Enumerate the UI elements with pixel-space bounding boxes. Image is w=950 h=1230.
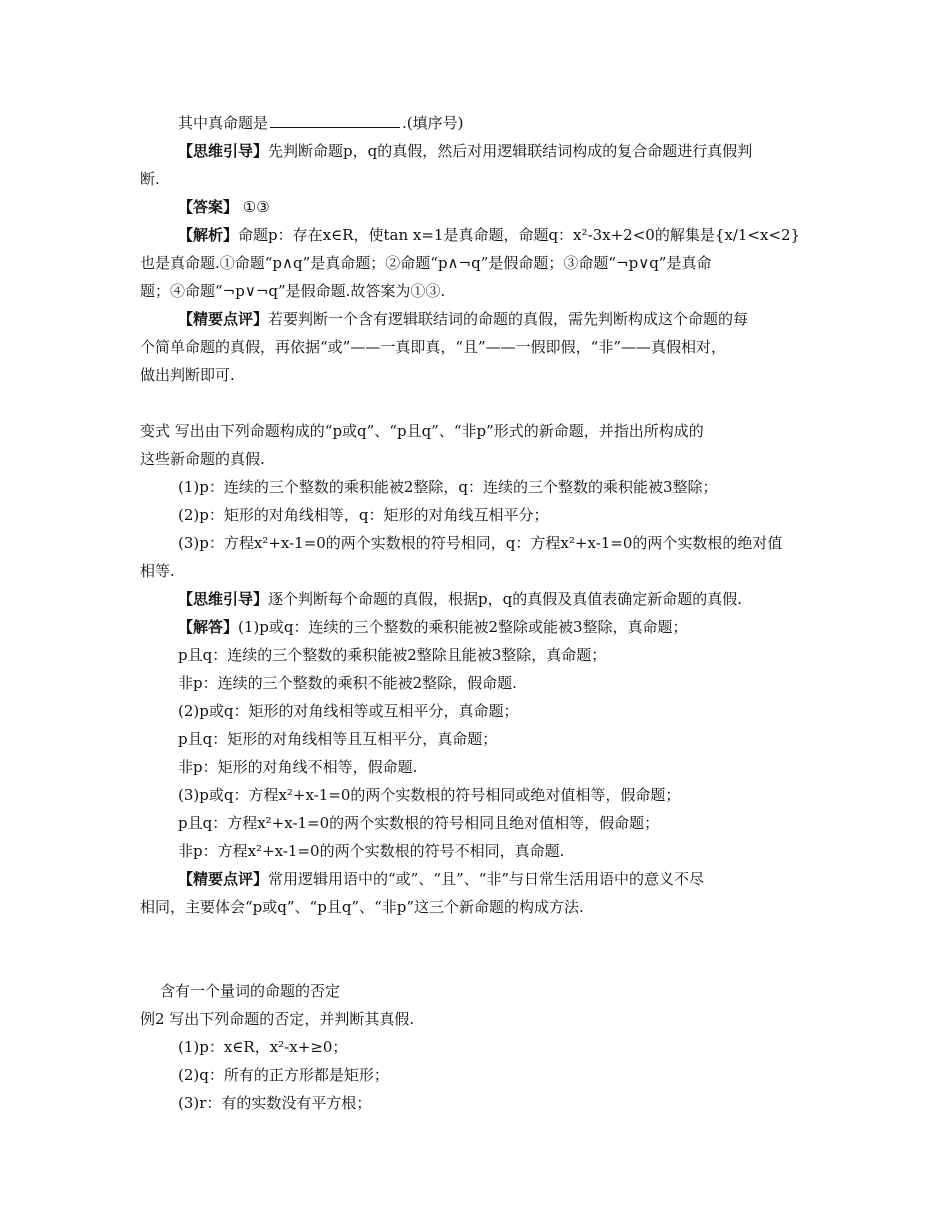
line-33: (3)r：有的实数没有平方根； <box>178 1094 372 1112</box>
line-27 <box>178 869 704 889</box>
section-tag: 【解答】 <box>178 618 239 636</box>
line-8 <box>178 309 748 329</box>
line-5 <box>178 225 800 245</box>
line-16: 相等. <box>140 562 175 580</box>
line-18 <box>178 617 688 637</box>
line-21: (2)p或q：矩形的对角线相等或互相平分，真命题； <box>178 702 519 720</box>
line-9: 个简单命题的真假，再依据“或”——一真即真，“且”——一假即假，“非”——真假相对， <box>140 338 727 356</box>
line-12: 这些新命题的真假. <box>140 450 265 468</box>
section-tag: 【答案】 <box>178 198 239 216</box>
line-11: 变式 写出由下列命题构成的“p或q”、“p且q”、“非p”形式的新命题，并指出所构成的 <box>140 422 704 440</box>
text: (1)p或q：连续的三个整数的乘积能被2整除或能被3整除，真命题； <box>238 618 688 636</box>
line-10: 做出判断即可. <box>140 366 235 384</box>
text: 若要判断一个含有逻辑联结词的命题的真假，需先判断构成这个命题的每 <box>268 310 749 328</box>
answer-blank <box>270 113 400 128</box>
text: ①③ <box>242 198 270 216</box>
line-25: p且q：方程x²+x-1=0的两个实数根的符号相同且绝对值相等，假命题； <box>178 814 660 832</box>
line-28: 相同，主要体会“p或q”、“p且q”、“非p”这三个新命题的构成方法. <box>140 898 584 916</box>
text: 逐个判断每个命题的真假，根据p，q的真假及真值表确定新命题的真假. <box>268 590 742 608</box>
line-15: (3)p：方程x²+x-1=0的两个实数根的符号相同，q：方程x²+x-1=0的两个实数根的绝对值 <box>178 534 783 552</box>
section-tag: 【思维引导】 <box>178 142 269 160</box>
line-13: (1)p：连续的三个整数的乘积能被2整除，q：连续的三个整数的乘积能被3整除； <box>178 478 718 496</box>
text: 命题p：存在x∈R，使tan x=1是真命题，命题q：x²-3x+2<0的解集是{x/1<x<2} <box>238 226 801 244</box>
line-20: 非p：连续的三个整数的乘积不能被2整除，假命题. <box>178 674 517 692</box>
line-23: 非p：矩形的对角线不相等，假命题. <box>178 758 418 776</box>
line-7: 题；④命题“¬p∨¬q”是假命题.故答案为①③. <box>140 282 446 300</box>
text: 先判断命题p，q的真假，然后对用逻辑联结词构成的复合命题进行真假判 <box>268 142 753 160</box>
text: .(填序号) <box>402 114 464 132</box>
line-17 <box>178 589 742 609</box>
text: 其中真命题是 <box>178 114 269 132</box>
line-30: 例2 写出下列命题的否定，并判断其真假. <box>140 1010 415 1028</box>
section-tag: 【精要点评】 <box>178 870 269 888</box>
line-24: (3)p或q：方程x²+x-1=0的两个实数根的符号相同或绝对值相等，假命题； <box>178 786 681 804</box>
line-2 <box>178 141 752 161</box>
line-4 <box>178 197 270 217</box>
line-26: 非p：方程x²+x-1=0的两个实数根的符号不相同，真命题. <box>178 842 565 860</box>
line-3: 断. <box>140 170 160 188</box>
line-22: p且q：矩形的对角线相等且互相平分，真命题； <box>178 730 498 748</box>
line-31: (1)p：x∈R，x²-x+≥0； <box>178 1038 348 1056</box>
heading: 含有一个量词的命题的否定 <box>160 982 341 1000</box>
line-1 <box>178 113 464 133</box>
section-tag: 【精要点评】 <box>178 310 269 328</box>
text: 常用逻辑用语中的“或”、“且”、“非”与日常生活用语中的意义不尽 <box>268 870 705 888</box>
line-6: 也是真命题.①命题“p∧q”是真命题；②命题“p∧¬q”是假命题；③命题“¬p∨q”是真命 <box>140 254 712 272</box>
line-14: (2)p：矩形的对角线相等，q：矩形的对角线互相平分； <box>178 506 549 524</box>
section-tag: 【思维引导】 <box>178 590 269 608</box>
section-tag: 【解析】 <box>178 226 239 244</box>
line-32: (2)q：所有的正方形都是矩形； <box>178 1066 389 1084</box>
line-19: p且q：连续的三个整数的乘积能被2整除且能被3整除，真命题； <box>178 646 607 664</box>
